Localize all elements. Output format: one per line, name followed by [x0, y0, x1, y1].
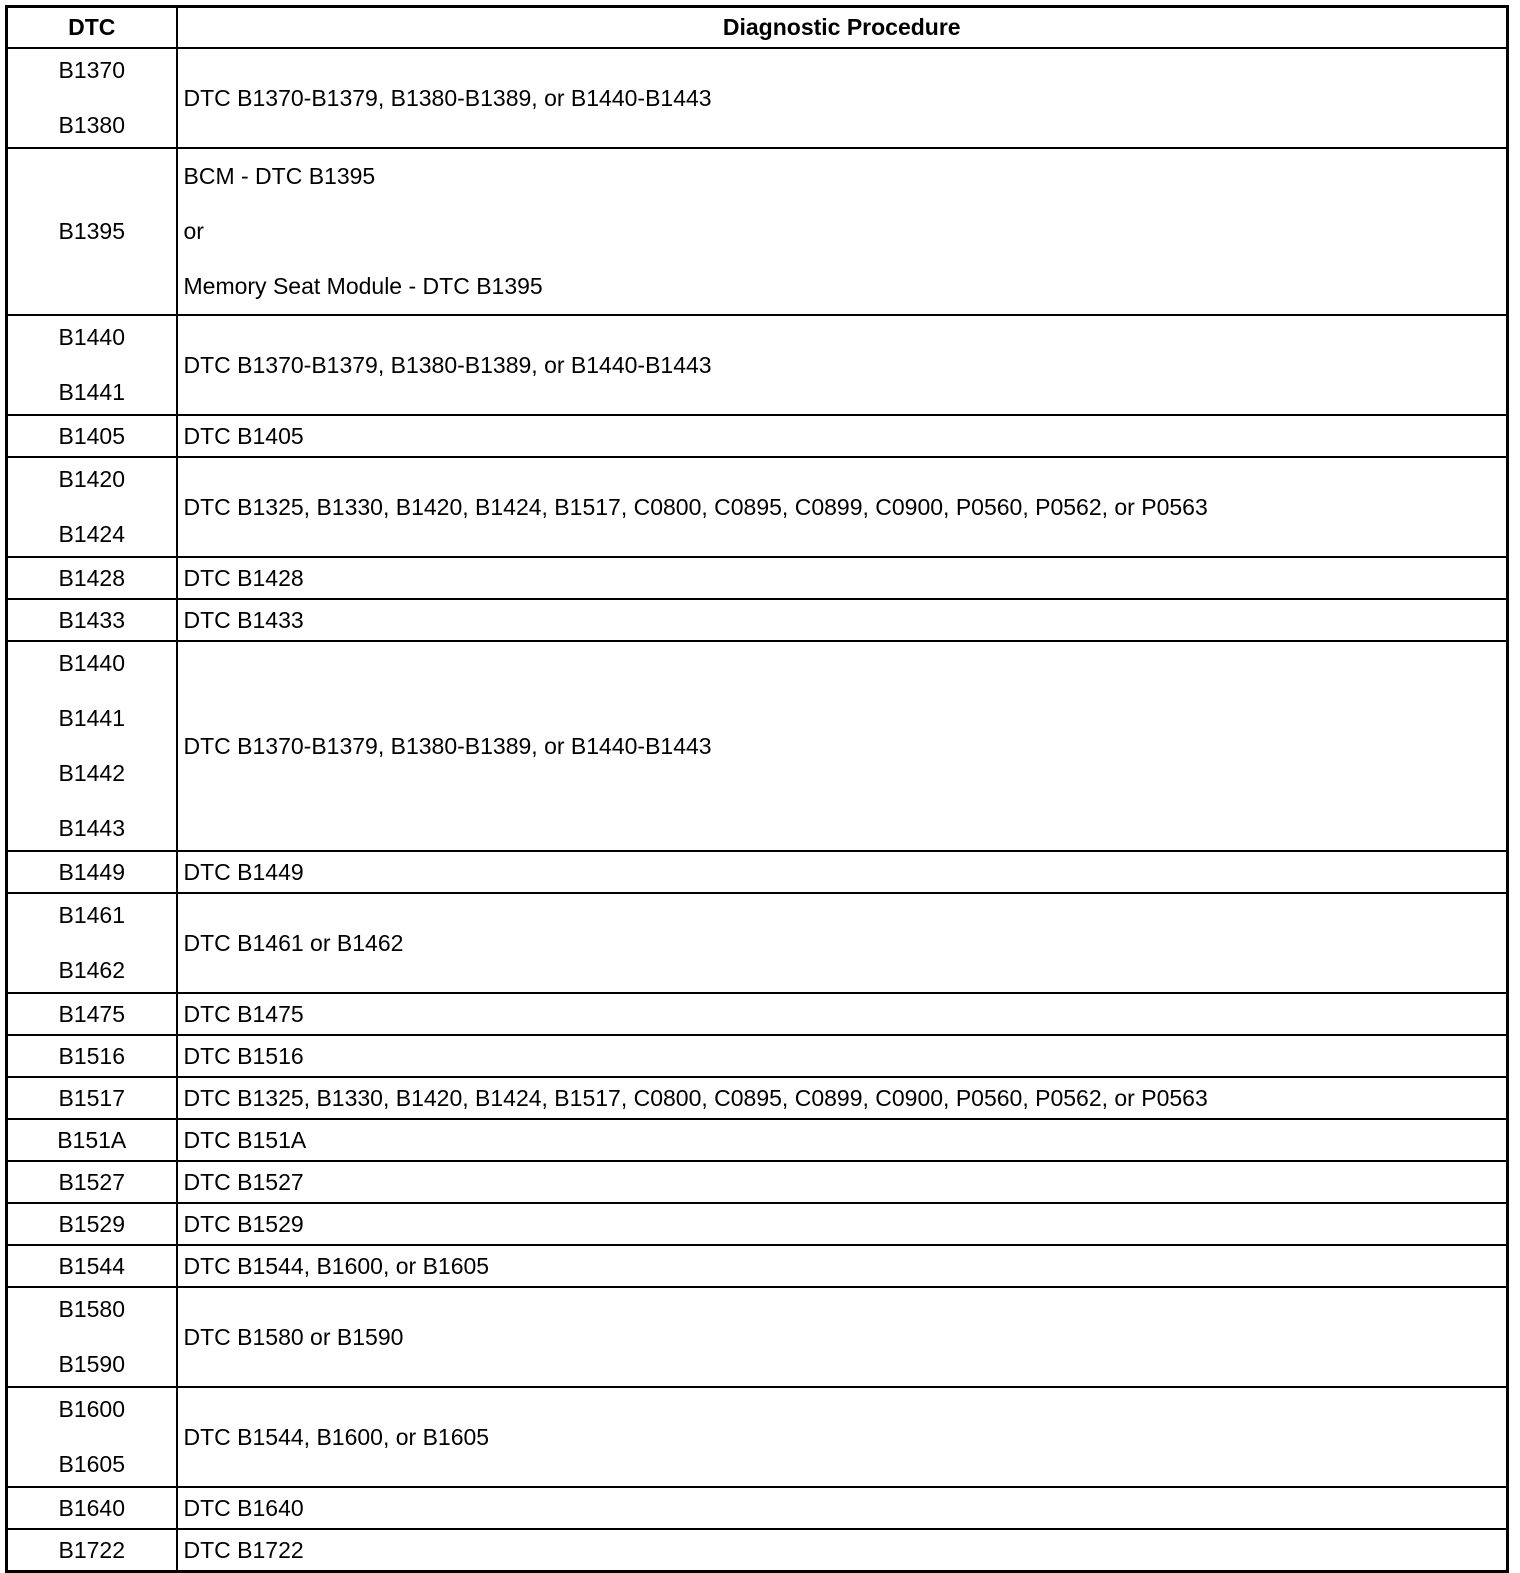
diagnostic-procedure-text: DTC B1405 [183, 422, 304, 449]
diagnostic-procedure-cell [177, 993, 1508, 1035]
diagnostic-procedure-cell [177, 415, 1508, 457]
dtc-procedure-table [5, 5, 1509, 1573]
diagnostic-procedure-cell [177, 148, 1508, 315]
dtc-code: B1380 [58, 112, 125, 138]
dtc-code: B1443 [58, 815, 125, 841]
diagnostic-procedure-cell [177, 1529, 1508, 1572]
table-row [7, 457, 1508, 557]
table-body [7, 48, 1508, 1572]
dtc-code-cell [7, 315, 177, 415]
table-row [7, 599, 1508, 641]
table-row [7, 1487, 1508, 1529]
diagnostic-procedure-cell [177, 48, 1508, 148]
dtc-code-cell [7, 1287, 177, 1387]
diagnostic-procedure-text: DTC B1449 [183, 858, 304, 885]
dtc-code-cell [7, 1077, 177, 1119]
dtc-code-cell [7, 1245, 177, 1287]
diagnostic-procedure-text: DTC B1529 [183, 1210, 304, 1237]
table-row [7, 48, 1508, 148]
header-diagnostic-procedure: Diagnostic Procedure [177, 7, 1508, 49]
dtc-code: B1441 [58, 379, 125, 405]
dtc-code: B1420 [58, 466, 125, 492]
table-row [7, 148, 1508, 315]
dtc-code-cell [7, 1035, 177, 1077]
dtc-code-cell [7, 1161, 177, 1203]
diagnostic-procedure-cell [177, 1287, 1508, 1387]
dtc-code: B151A [57, 1127, 127, 1153]
dtc-code-cell [7, 893, 177, 993]
diagnostic-procedure-text: DTC B1325, B1330, B1420, B1424, B1517, C0800, C0895, C0899, C0900, P0560, P0562, or P0563 [183, 1084, 1208, 1111]
table-row [7, 1287, 1508, 1387]
diagnostic-procedure-text: DTC B1370-B1379, B1380-B1389, or B1440-B1443 [183, 351, 712, 378]
dtc-code: B1424 [58, 521, 125, 547]
dtc-code-cell [7, 415, 177, 457]
diagnostic-procedure-cell [177, 851, 1508, 893]
dtc-code: B1527 [58, 1169, 125, 1195]
diagnostic-procedure-text: DTC B151A [183, 1126, 307, 1153]
dtc-code-cell [7, 148, 177, 315]
table-row [7, 1387, 1508, 1487]
dtc-code: B1462 [58, 957, 125, 983]
dtc-code-cell [7, 1387, 177, 1487]
diagnostic-procedure-cell [177, 1387, 1508, 1487]
diagnostic-procedure-cell [177, 641, 1508, 851]
dtc-code-cell [7, 1529, 177, 1572]
diagnostic-procedure-text: DTC B1433 [183, 606, 304, 633]
table-row [7, 851, 1508, 893]
diagnostic-procedure-cell [177, 1203, 1508, 1245]
dtc-code: B1395 [58, 218, 125, 244]
diagnostic-procedure-cell [177, 315, 1508, 415]
dtc-code: B1440 [58, 324, 125, 350]
diagnostic-procedure-text: DTC B1527 [183, 1168, 304, 1195]
dtc-code-cell [7, 48, 177, 148]
table-row [7, 415, 1508, 457]
diagnostic-procedure-text: DTC B1640 [183, 1494, 304, 1521]
dtc-code: B1600 [58, 1396, 125, 1422]
dtc-code-cell [7, 557, 177, 599]
diagnostic-procedure-text: or [183, 218, 204, 244]
diagnostic-procedure-text: DTC B1370-B1379, B1380-B1389, or B1440-B1443 [183, 732, 712, 759]
dtc-code-cell [7, 993, 177, 1035]
dtc-code: B1428 [58, 565, 125, 591]
diagnostic-procedure-text: DTC B1544, B1600, or B1605 [183, 1423, 490, 1450]
diagnostic-procedure-cell [177, 1119, 1508, 1161]
dtc-code: B1405 [58, 423, 125, 449]
diagnostic-procedure-text: Memory Seat Module - DTC B1395 [183, 273, 543, 299]
dtc-code: B1475 [58, 1001, 125, 1027]
header-dtc: DTC [7, 7, 177, 49]
diagnostic-procedure-text: DTC B1544, B1600, or B1605 [183, 1252, 490, 1279]
dtc-code: B1529 [58, 1211, 125, 1237]
dtc-code: B1433 [58, 607, 125, 633]
diagnostic-procedure-cell [177, 599, 1508, 641]
table-row [7, 1077, 1508, 1119]
dtc-code-cell [7, 599, 177, 641]
diagnostic-procedure-text: DTC B1370-B1379, B1380-B1389, or B1440-B1443 [183, 84, 712, 111]
dtc-code-cell [7, 1203, 177, 1245]
dtc-code-cell [7, 1487, 177, 1529]
table-row [7, 993, 1508, 1035]
diagnostic-procedure-cell [177, 893, 1508, 993]
dtc-code: B1516 [58, 1043, 125, 1069]
dtc-code: B1449 [58, 859, 125, 885]
dtc-code-cell [7, 851, 177, 893]
diagnostic-procedure-cell [177, 1161, 1508, 1203]
table-row [7, 641, 1508, 851]
diagnostic-procedure-text: DTC B1580 or B1590 [183, 1323, 404, 1350]
dtc-code: B1370 [58, 57, 125, 83]
diagnostic-procedure-text: DTC B1475 [183, 1000, 304, 1027]
table-row [7, 1245, 1508, 1287]
table-header-row [7, 7, 1508, 49]
table-row [7, 1529, 1508, 1572]
table-row [7, 1161, 1508, 1203]
dtc-code: B1442 [58, 760, 125, 786]
dtc-code: B1517 [58, 1085, 125, 1111]
dtc-code-cell [7, 457, 177, 557]
dtc-code: B1605 [58, 1451, 125, 1477]
dtc-code: B1441 [58, 705, 125, 731]
dtc-code: B1580 [58, 1296, 125, 1322]
table-row [7, 1203, 1508, 1245]
diagnostic-procedure-text: DTC B1325, B1330, B1420, B1424, B1517, C0800, C0895, C0899, C0900, P0560, P0562, or P0563 [183, 493, 1208, 520]
table-row [7, 315, 1508, 415]
table-row [7, 893, 1508, 993]
diagnostic-procedure-text: DTC B1461 or B1462 [183, 929, 404, 956]
diagnostic-procedure-text: DTC B1428 [183, 564, 304, 591]
diagnostic-procedure-text: DTC B1516 [183, 1042, 304, 1069]
diagnostic-procedure-text: BCM - DTC B1395 [183, 163, 376, 189]
dtc-code: B1722 [58, 1537, 125, 1563]
dtc-code: B1461 [58, 902, 125, 928]
diagnostic-procedure-cell [177, 1245, 1508, 1287]
diagnostic-procedure-cell [177, 1077, 1508, 1119]
table-row [7, 1035, 1508, 1077]
dtc-code: B1440 [58, 650, 125, 676]
table-row [7, 1119, 1508, 1161]
dtc-code-cell [7, 641, 177, 851]
dtc-code-cell [7, 1119, 177, 1161]
diagnostic-procedure-cell [177, 1487, 1508, 1529]
dtc-code: B1640 [58, 1495, 125, 1521]
diagnostic-procedure-cell [177, 457, 1508, 557]
dtc-code: B1590 [58, 1351, 125, 1377]
diagnostic-procedure-text: DTC B1722 [183, 1536, 304, 1563]
table-row [7, 557, 1508, 599]
diagnostic-procedure-cell [177, 1035, 1508, 1077]
diagnostic-procedure-cell [177, 557, 1508, 599]
dtc-code: B1544 [58, 1253, 125, 1279]
